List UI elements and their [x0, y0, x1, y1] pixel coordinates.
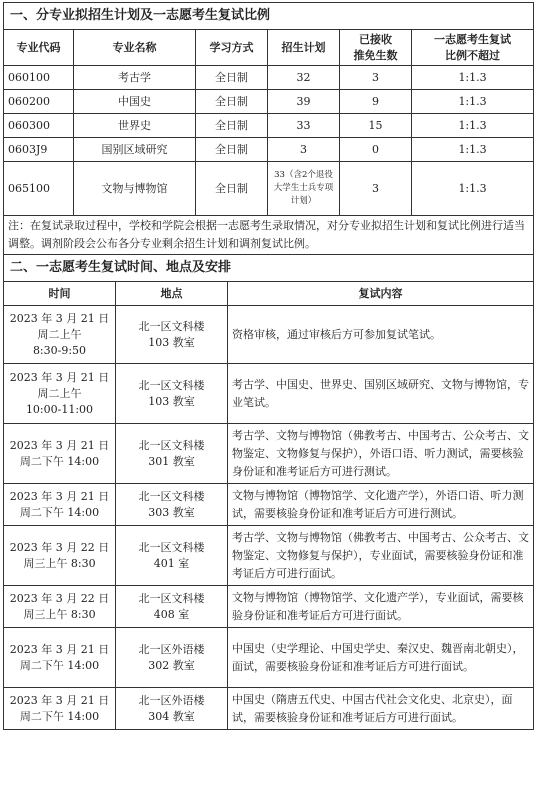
cell-place: 北一区文科楼 408 室: [116, 586, 228, 628]
header-mode: 学习方式: [196, 30, 268, 66]
cell-code: 060100: [4, 66, 74, 90]
section1-title: 一、分专业拟招生计划及一志愿考生复试比例: [4, 3, 534, 30]
cell-content: 资格审核，通过审核后方可参加复试笔试。: [228, 306, 534, 364]
cell-plan: 33: [268, 114, 340, 138]
header-place: 地点: [116, 282, 228, 306]
cell-time: 2023 年 3 月 22 日 周三上午 8:30: [4, 586, 116, 628]
section2-title: 二、一志愿考生复试时间、地点及安排: [4, 255, 534, 282]
cell-mode: 全日制: [196, 90, 268, 114]
cell-name: 考古学: [74, 66, 196, 90]
table-row: [4, 138, 534, 162]
cell-exempt: 15: [340, 114, 412, 138]
cell-code: 060200: [4, 90, 74, 114]
cell-exempt: 3: [340, 162, 412, 216]
cell-exempt: 9: [340, 90, 412, 114]
cell-place: 北一区外语楼 304 教室: [116, 688, 228, 730]
enrollment-plan-table: [3, 2, 534, 255]
table-row: [4, 306, 534, 364]
table-row: [4, 484, 534, 526]
table-row: [4, 114, 534, 138]
cell-place: 北一区文科楼 103 教室: [116, 306, 228, 364]
cell-plan: 32: [268, 66, 340, 90]
cell-place: 北一区文科楼 401 室: [116, 526, 228, 586]
cell-content: 中国史（史学理论、中国史学史、秦汉史、魏晋南北朝史），面试，需要核验身份证和准考证后方可进行面试。: [228, 628, 534, 688]
cell-place: 北一区文科楼 301 教室: [116, 424, 228, 484]
header-time: 时间: [4, 282, 116, 306]
cell-name: 文物与博物馆: [74, 162, 196, 216]
cell-time: 2023 年 3 月 21 日 周二下午 14:00: [4, 628, 116, 688]
table-row: [4, 364, 534, 424]
cell-exempt: 0: [340, 138, 412, 162]
table-row: [4, 628, 534, 688]
cell-plan: 3: [268, 138, 340, 162]
cell-place: 北一区外语楼 302 教室: [116, 628, 228, 688]
cell-content: 文物与博物馆（博物馆学、文化遗产学），外语口语、听力测试，需要核验身份证和准考证后方可进行测试。: [228, 484, 534, 526]
cell-place: 北一区文科楼 103 教室: [116, 364, 228, 424]
cell-content: 考古学、文物与博物馆（佛教考古、中国考古、公众考古、文物鉴定、文物修复与保护），专业面试，需要核验身份证和准考证后方可进行面试。: [228, 526, 534, 586]
plan-note: 注：在复试录取过程中，学校和学院会根据一志愿考生录取情况，对分专业拟招生计划和复试比例进行适当调整。调剂阶段会公布各分专业剩余招生计划和调剂复试比例。: [4, 216, 534, 255]
cell-ratio: 1:1.3: [412, 138, 534, 162]
cell-content: 中国史（隋唐五代史、中国古代社会文化史、北京史），面试，需要核验身份证和准考证后方可进行面试。: [228, 688, 534, 730]
cell-code: 065100: [4, 162, 74, 216]
cell-code: 0603J9: [4, 138, 74, 162]
cell-content: 文物与博物馆（博物馆学、文化遗产学），专业面试，需要核验身份证和准考证后方可进行面试。: [228, 586, 534, 628]
admission-document: [3, 2, 533, 730]
cell-time: 2023 年 3 月 21 日 周二上午 8:30-9:50: [4, 306, 116, 364]
table-row: [4, 424, 534, 484]
cell-mode: 全日制: [196, 162, 268, 216]
cell-mode: 全日制: [196, 138, 268, 162]
cell-mode: 全日制: [196, 66, 268, 90]
table-row: [4, 162, 534, 216]
cell-ratio: 1:1.3: [412, 162, 534, 216]
cell-code: 060300: [4, 114, 74, 138]
cell-time: 2023 年 3 月 22 日 周三上午 8:30: [4, 526, 116, 586]
cell-content: 考古学、文物与博物馆（佛教考古、中国考古、公众考古、文物鉴定、文物修复与保护），外语口语、听力测试，需要核验身份证和准考证后方可进行测试。: [228, 424, 534, 484]
header-ratio: 一志愿考生复试 比例不超过: [412, 30, 534, 66]
table-row: [4, 586, 534, 628]
table-row: [4, 526, 534, 586]
table-row: [4, 688, 534, 730]
table-row: [4, 66, 534, 90]
header-exempt: 已接收 推免生数: [340, 30, 412, 66]
cell-time: 2023 年 3 月 21 日 周二下午 14:00: [4, 688, 116, 730]
header-plan: 招生计划: [268, 30, 340, 66]
cell-time: 2023 年 3 月 21 日 周二下午 14:00: [4, 424, 116, 484]
header-code: 专业代码: [4, 30, 74, 66]
cell-mode: 全日制: [196, 114, 268, 138]
cell-ratio: 1:1.3: [412, 114, 534, 138]
table-row: [4, 90, 534, 114]
cell-ratio: 1:1.3: [412, 90, 534, 114]
cell-exempt: 3: [340, 66, 412, 90]
cell-content: 考古学、中国史、世界史、国别区域研究、文物与博物馆，专业笔试。: [228, 364, 534, 424]
cell-name: 世界史: [74, 114, 196, 138]
header-content: 复试内容: [228, 282, 534, 306]
cell-time: 2023 年 3 月 21 日 周二上午 10:00-11:00: [4, 364, 116, 424]
cell-ratio: 1:1.3: [412, 66, 534, 90]
cell-time: 2023 年 3 月 21 日 周二下午 14:00: [4, 484, 116, 526]
cell-name: 国别区域研究: [74, 138, 196, 162]
cell-place: 北一区文科楼 303 教室: [116, 484, 228, 526]
cell-plan: 39: [268, 90, 340, 114]
header-name: 专业名称: [74, 30, 196, 66]
interview-schedule-table: [3, 254, 534, 730]
cell-plan: 33（含2个退役大学生士兵专项计划）: [268, 162, 340, 216]
cell-name: 中国史: [74, 90, 196, 114]
